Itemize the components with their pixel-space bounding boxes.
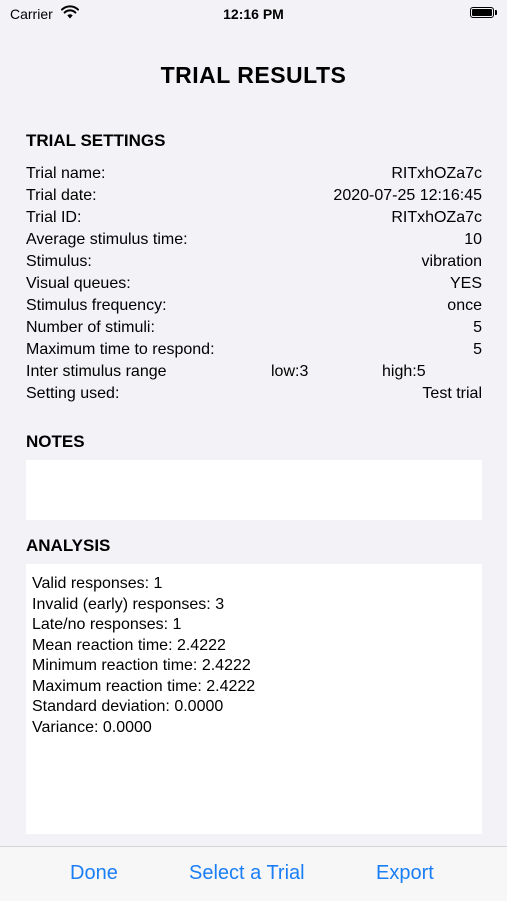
setting-value: 2020-07-25 12:16:45: [333, 187, 482, 204]
setting-row-setting-used: [26, 384, 482, 406]
setting-label: Trial name:: [26, 165, 106, 182]
bottom-toolbar: [0, 846, 507, 901]
setting-label: Average stimulus time:: [26, 231, 188, 248]
setting-value: RITxhOZa7c: [391, 165, 482, 182]
setting-label: Trial ID:: [26, 209, 82, 226]
analysis-line: Standard deviation: 0.0000: [32, 698, 224, 715]
export-button[interactable]: Export: [376, 862, 434, 884]
done-button[interactable]: Done: [70, 862, 118, 884]
setting-value: vibration: [421, 253, 482, 270]
battery-icon: [470, 7, 494, 18]
analysis-line: Invalid (early) responses: 3: [32, 595, 225, 613]
setting-label: Inter stimulus range: [26, 363, 167, 380]
analysis-line: Minimum reaction time: 2.4222: [32, 657, 251, 674]
setting-label: Visual queues:: [26, 275, 131, 292]
battery-tip: [495, 10, 497, 15]
setting-label: Number of stimuli:: [26, 319, 155, 336]
setting-row-average-stimulus-time: [26, 230, 482, 252]
analysis-line: Valid responses: 1: [32, 575, 163, 592]
setting-label: Stimulus frequency:: [26, 297, 167, 314]
setting-value: 5: [473, 319, 482, 336]
battery-fill: [472, 9, 492, 16]
select-trial-button[interactable]: Select a Trial: [189, 862, 305, 884]
setting-value: once: [447, 297, 482, 314]
trial-settings-list: [26, 164, 482, 406]
notes-heading: NOTES: [26, 432, 85, 451]
setting-row-stimulus: [26, 252, 482, 274]
analysis-line: Late/no responses: 1: [32, 616, 182, 633]
status-time: 12:16 PM: [223, 6, 284, 22]
setting-row-trial-id: [26, 208, 482, 230]
setting-value: 5: [473, 341, 482, 358]
page-title: TRIAL RESULTS: [160, 62, 347, 88]
setting-value: Test trial: [422, 385, 482, 402]
range-high-value: high:5: [382, 363, 426, 380]
setting-row-stimulus-frequency: [26, 296, 482, 318]
setting-label: Trial date:: [26, 187, 97, 204]
analysis-line: Mean reaction time: 2.4222: [32, 636, 226, 654]
setting-row-inter-stimulus-range: [26, 362, 482, 384]
status-bar: [0, 0, 507, 30]
range-low-value: low:3: [271, 363, 309, 380]
setting-row-trial-name: [26, 164, 482, 186]
setting-label: Maximum time to respond:: [26, 341, 215, 358]
analysis-text-view[interactable]: [26, 564, 482, 834]
analysis-heading: ANALYSIS: [26, 536, 111, 555]
setting-value: 10: [464, 231, 482, 248]
setting-label: Stimulus:: [26, 253, 92, 270]
trial-settings-heading: TRIAL SETTINGS: [26, 131, 166, 150]
carrier-label: Carrier: [10, 6, 53, 22]
analysis-line: Maximum reaction time: 2.4222: [32, 677, 256, 695]
setting-row-trial-date: [26, 186, 482, 208]
setting-value: YES: [449, 275, 482, 292]
notes-field[interactable]: [26, 460, 482, 520]
setting-row-maximum-time-to-respond: [26, 340, 482, 362]
setting-row-visual-queues: [26, 274, 482, 296]
setting-row-number-of-stimuli: [26, 318, 482, 340]
setting-label: Setting used:: [26, 385, 120, 402]
analysis-line: Variance: 0.0000: [32, 718, 152, 736]
setting-value: RITxhOZa7c: [391, 209, 482, 226]
